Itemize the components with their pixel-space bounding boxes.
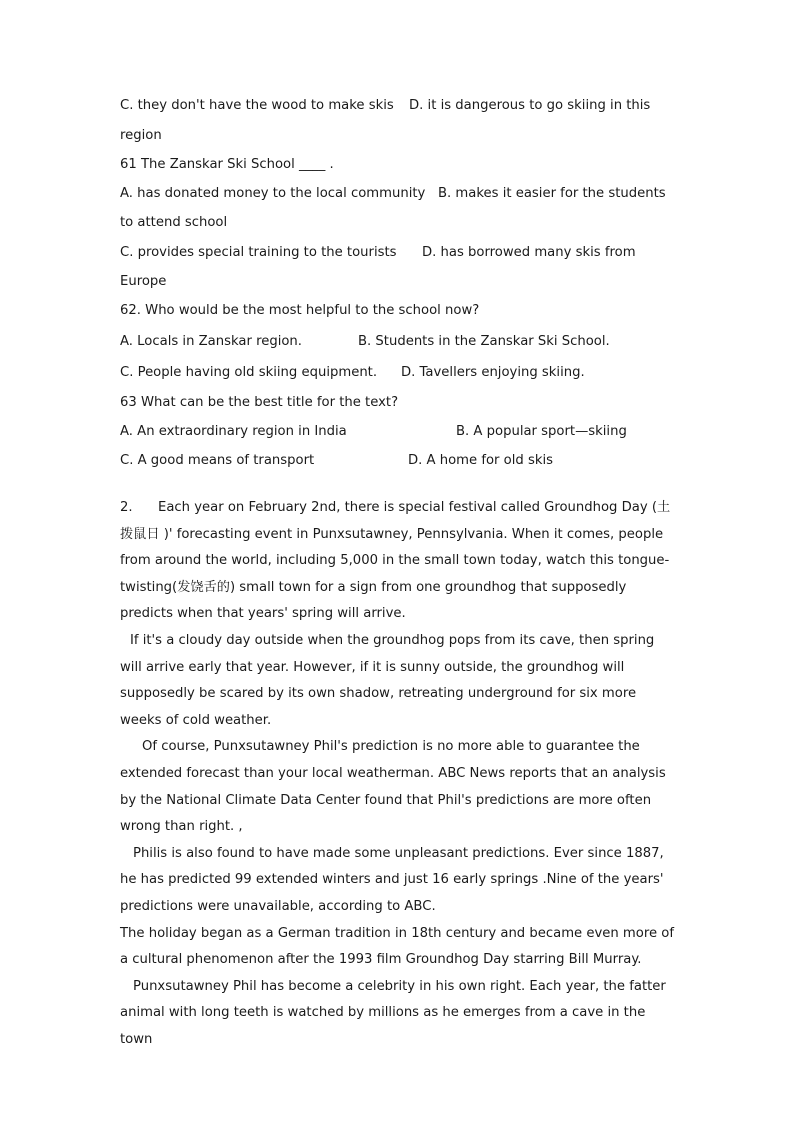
q61-options-ab [120,185,690,203]
q61-option-b: B. makes it easier for the students [438,186,666,201]
q62-option-d: D. Tavellers enjoying skiing. [401,365,585,380]
q63-option-b: B. A popular sport—skiing [456,424,627,439]
q63-options-cd [120,452,690,470]
q63-options-ab [120,423,690,441]
q62-options-cd [120,364,690,382]
q61-option-b-continued: to attend school [120,215,228,230]
q61-options-cd [120,244,690,262]
q60-option-d: D. it is dangerous to go skiing in this [409,98,651,113]
q62-stem: 62. Who would be the most helpful to the school now? [120,303,480,318]
q62-option-b: B. Students in the Zanskar Ski School. [358,334,610,349]
q61-option-d: D. has borrowed many skis from [422,245,636,260]
passage-paragraph-4: Philis is also found to have made some unpleasant predictions. Ever since 1887, he has predicted 99 extended winters and just 16 early springs .Nine of the years' predictions were unavailable, according to ABC. [120,845,664,914]
q62-option-c: C. People having old skiing equipment. [120,365,378,380]
passage-paragraph-6: Punxsutawney Phil has become a celebrity in his own right. Each year, the fatter animal with long teeth is watched by millions as he emerges from a cave in the town [120,978,666,1047]
q62-option-a: A. Locals in Zanskar region. [120,334,302,349]
reading-passage-2 [120,495,676,1053]
q61-stem: 61 The Zanskar Ski School ____ . [120,157,334,172]
q60-option-c: C. they don't have the wood to make skis [120,98,394,113]
q63-option-c: C. A good means of transport [120,453,315,468]
passage-paragraph-1: 2. Each year on February 2nd, there is special festival called Groundhog Day (土拨鼠日 )' forecasting event in Punxsutawney, Pennsylvania. When it comes, people from around the world, including 5,000 in the small town today, watch this tongue-twisting(发饶舌的) small town for a sign from one groundhog that supposedly predicts when that years' spring will arrive. [120,495,676,628]
passage-paragraph-3: Of course, Punxsutawney Phil's prediction is no more able to guarantee the extended forecast than your local weatherman. ABC News reports that an analysis by the National Climate Data Center found that Phil's predictions are more often wrong than right. , [120,739,666,835]
passage-paragraph-5: The holiday began as a German tradition in 18th century and became even more of a cultural phenomenon after the 1993 film Groundhog Day starring Bill Murray. [120,925,674,968]
q61-option-d-continued: Europe [120,274,167,289]
passage-paragraph-2: If it's a cloudy day outside when the groundhog pops from its cave, then spring will arrive early that year. However, if it is sunny outside, the groundhog will supposedly be scared by its own shadow, retreating underground for six more weeks of cold weather. [120,632,655,728]
q63-option-a: A. An extraordinary region in India [120,424,347,439]
passage-number: 2. [120,500,133,515]
q63-stem: 63 What can be the best title for the text? [120,395,399,410]
q61-option-a: A. has donated money to the local community [120,186,426,201]
q60-options-cd [120,97,690,115]
q60-option-d-continued: region [120,128,162,143]
q63-option-d: D. A home for old skis [408,453,553,468]
q61-option-c: C. provides special training to the tourists [120,245,397,260]
q62-options-ab [120,333,690,351]
